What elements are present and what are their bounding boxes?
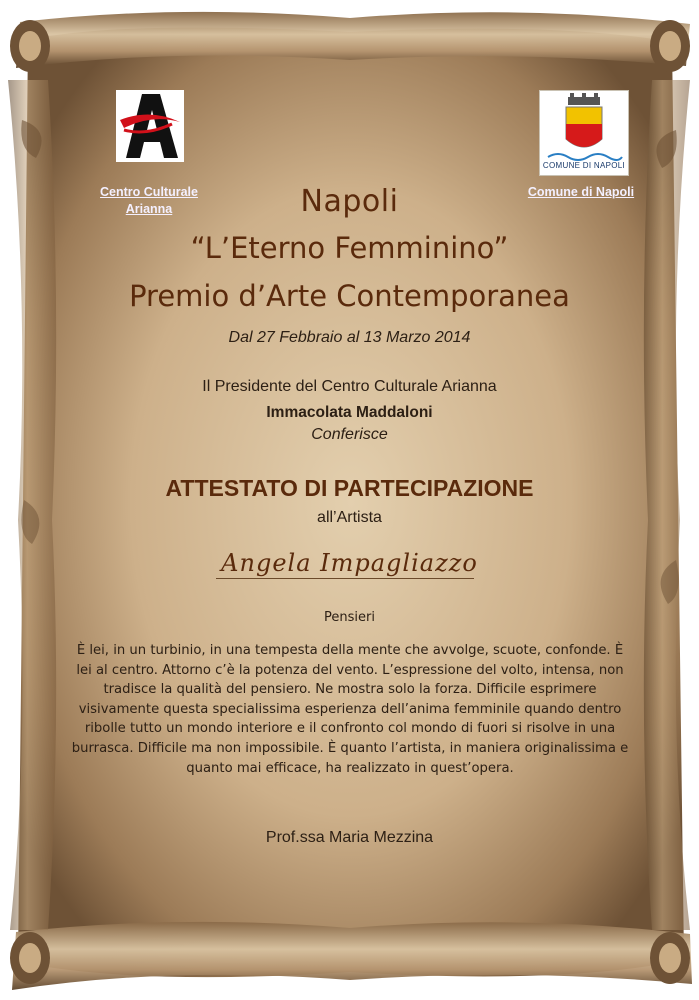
presenter-line: Il Presidente del Centro Culturale Arianna (202, 378, 497, 395)
event-title: “L’Eterno Femminino” (190, 231, 509, 265)
critique-author: Prof.ssa Maria Mezzina (265, 829, 434, 846)
artist-name: Angela Impagliazzo (221, 549, 478, 577)
artist-name-underline (216, 578, 474, 579)
critique-text: È lei, in un turbinio, in una tempesta della mente che avvolge, scuote, confonde. È lei al centro. Attorno c’è la potenza del vento. L’espressione del volto, intensa, non tradisce la qualità del pensiero. Ne mostra solo la forza. Difficile esprimere visivamente questa specialissima esperienza dell’anima femminile quando dentro ribolle tutto un mondo interiore e il confronto col mondo di fuori si risolve in una burrasca. Difficile ma non impossibile. È quanto l’artista, in maniera originalissima e quanto mai efficace, ha realizzato in quest’opera. (71, 643, 629, 776)
critique-heading: Pensieri (324, 610, 375, 625)
award-title: Premio d’Arte Contemporanea (129, 279, 570, 313)
president-name: Immacolata Maddaloni (266, 404, 433, 421)
comune-di-napoli-logo (539, 90, 629, 176)
arianna-logo (116, 90, 184, 162)
recipient-label: all’Artista (317, 509, 382, 526)
comune-di-napoli-link[interactable]: Comune di Napoli (527, 185, 635, 199)
conferisce-text: Conferisce (311, 426, 388, 443)
event-dates: Dal 27 Febbraio al 13 Marzo 2014 (228, 329, 471, 346)
centro-culturale-arianna-link[interactable]: Centro Culturale Arianna (100, 185, 198, 216)
certificate-title: ATTESTATO DI PARTECIPAZIONE (165, 475, 534, 501)
comune-caption: COMUNE DI NAPOLI (542, 161, 626, 170)
city-title: Napoli (300, 184, 399, 219)
